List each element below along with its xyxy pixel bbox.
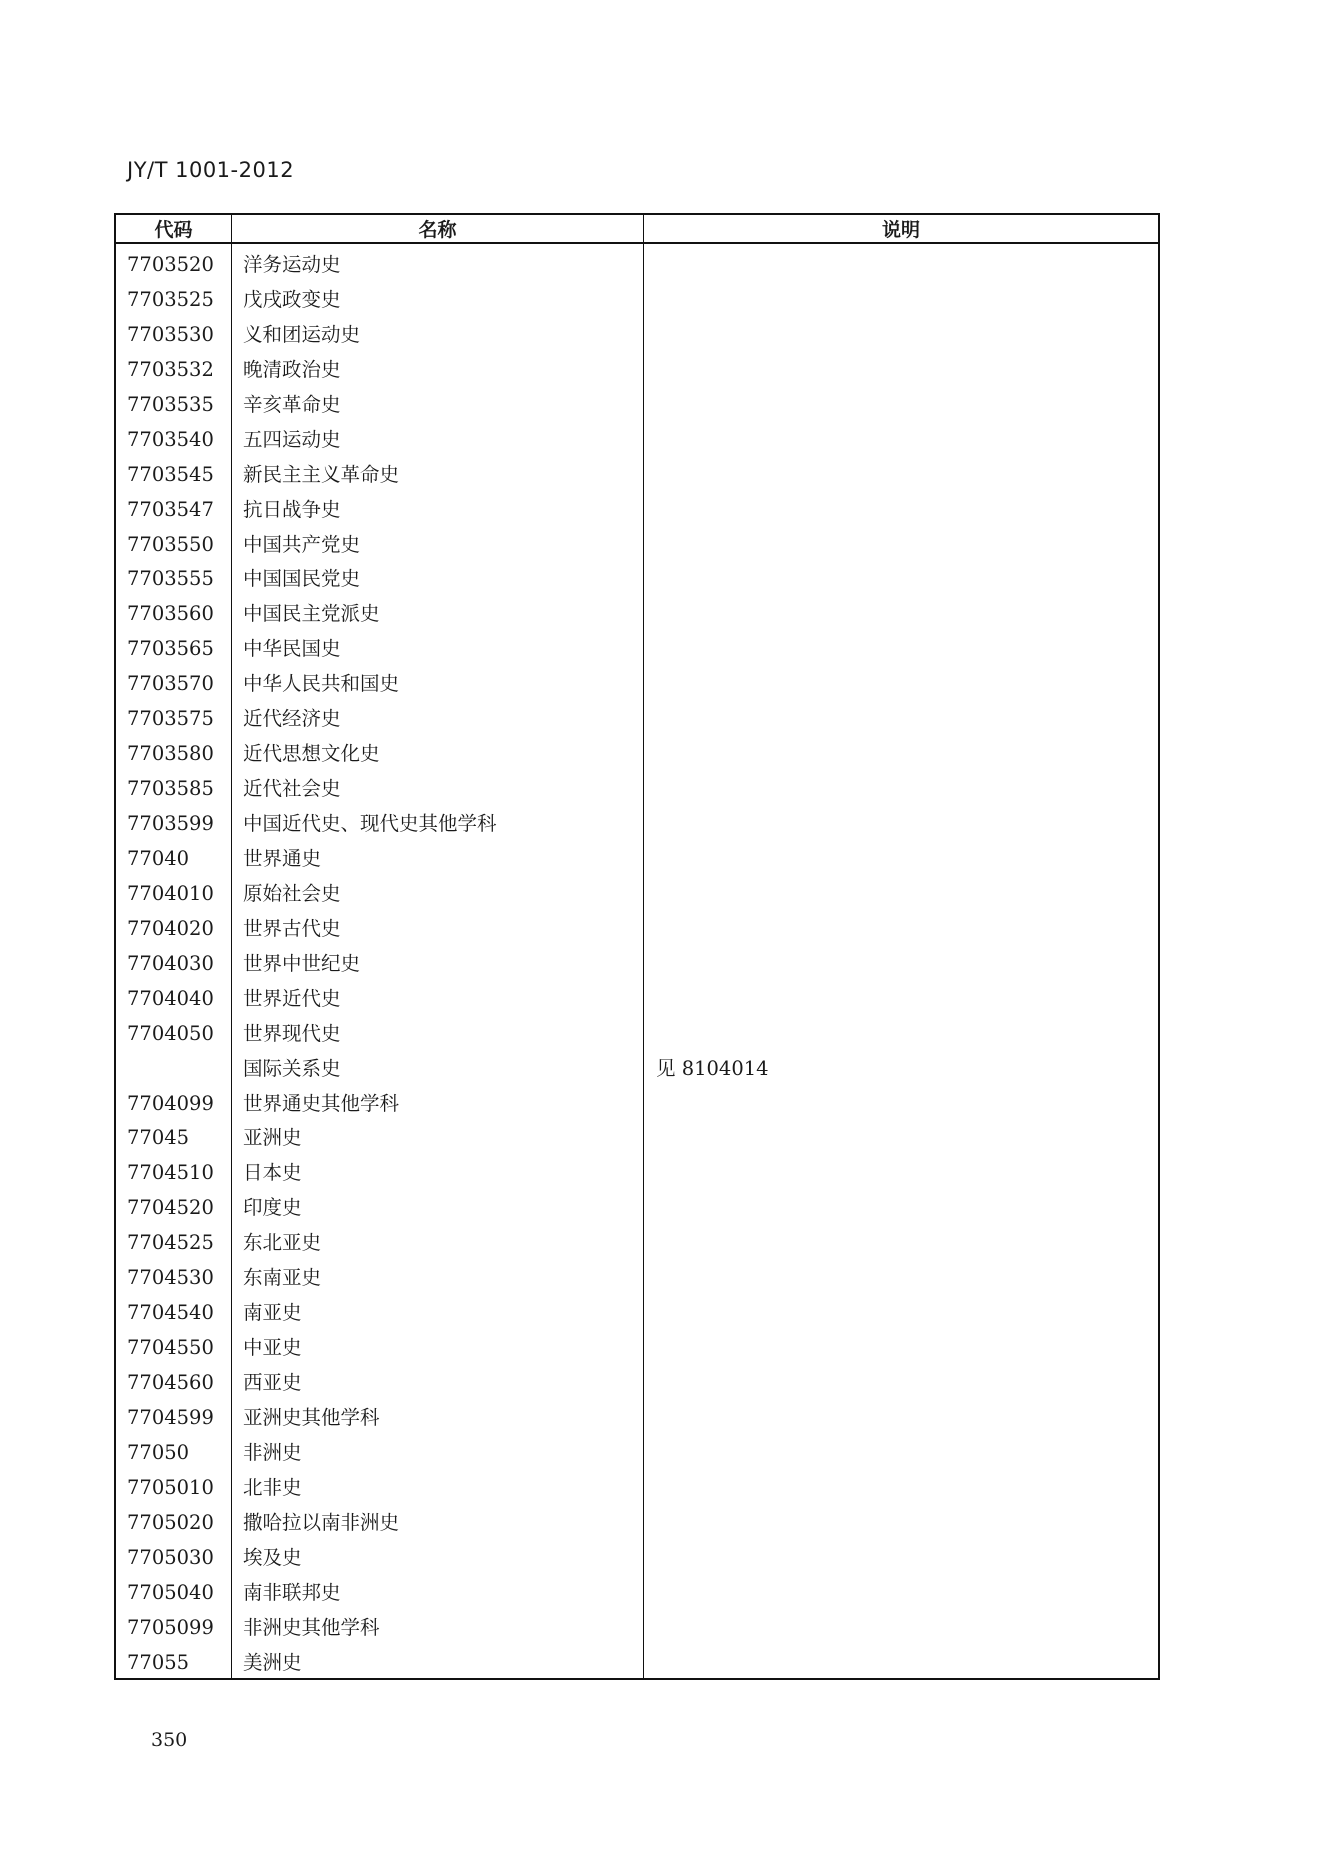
row-note-cell (656, 1191, 1158, 1226)
row-code-cell: 7704540 (127, 1301, 214, 1325)
row-name-cell: 戊戌政变史 (243, 287, 341, 311)
row-note-cell (656, 982, 1158, 1017)
row-name-cell: 五四运动史 (243, 427, 341, 451)
row-code-cell: 7704010 (127, 881, 214, 905)
row-note-cell (656, 1471, 1158, 1506)
row-code-cell: 7703532 (127, 357, 214, 381)
row-name-cell: 中亚史 (243, 1336, 302, 1360)
row-code-cell: 7703550 (127, 532, 214, 556)
row-code-cell: 77045 (127, 1126, 190, 1150)
row-name-cell: 世界通史 (243, 846, 322, 870)
row-code-cell: 7703530 (127, 322, 214, 346)
row-code-cell: 7703560 (127, 602, 214, 626)
row-code-cell: 7703575 (127, 707, 214, 731)
row-code-cell: 7704099 (127, 1091, 214, 1115)
row-note-cell (656, 1331, 1158, 1366)
row-note-cell (656, 912, 1158, 947)
row-name-cell: 世界中世纪史 (243, 951, 361, 975)
row-code-cell (127, 1052, 231, 1087)
row-note-cell (656, 1506, 1158, 1541)
row-name-cell: 近代社会史 (243, 777, 341, 801)
row-code-cell: 7704550 (127, 1336, 214, 1360)
row-code-cell: 7703545 (127, 462, 214, 486)
row-note-cell (656, 1087, 1158, 1122)
page-number: 350 (151, 1729, 188, 1751)
row-name-cell: 非洲史其他学科 (243, 1615, 380, 1639)
row-note-cell (656, 877, 1158, 912)
row-name-cell: 原始社会史 (243, 881, 341, 905)
row-note-cell (656, 248, 1158, 283)
row-code-cell: 7703570 (127, 672, 214, 696)
row-name-cell: 美洲史 (243, 1650, 302, 1674)
row-name-cell: 东南亚史 (243, 1266, 322, 1290)
row-note-cell (656, 283, 1158, 318)
row-name-cell: 中国国民党史 (243, 567, 361, 591)
discipline-code-table (114, 213, 1160, 1680)
column-header-note: 说明 (881, 219, 920, 241)
row-note-cell (656, 353, 1158, 388)
row-note-cell (656, 667, 1158, 702)
row-note-cell (656, 318, 1158, 353)
row-note-cell (656, 632, 1158, 667)
row-note-cell (656, 1646, 1158, 1681)
row-code-cell: 7704020 (127, 916, 214, 940)
row-code-cell: 7704520 (127, 1196, 214, 1220)
standard-code-header: JY/T 1001-2012 (127, 158, 295, 182)
row-note-cell (656, 842, 1158, 877)
row-note-cell (656, 1261, 1158, 1296)
row-name-cell: 西亚史 (243, 1371, 302, 1394)
row-code-cell: 7704040 (127, 986, 214, 1010)
row-name-cell: 中国民主党派史 (243, 602, 380, 626)
row-note-cell (656, 1226, 1158, 1261)
row-note-cell (656, 1017, 1158, 1052)
row-name-cell: 抗日战争史 (243, 497, 341, 521)
row-code-cell: 7703547 (127, 497, 214, 521)
row-note-cell (656, 1121, 1158, 1156)
row-code-cell: 7703535 (127, 392, 214, 416)
row-code-cell: 7704030 (127, 951, 214, 975)
row-name-cell: 南亚史 (243, 1301, 302, 1325)
note-column (644, 244, 1158, 1680)
row-name-cell: 日本史 (243, 1161, 302, 1185)
row-code-cell: 7704050 (127, 1021, 214, 1045)
row-code-cell: 7705099 (127, 1615, 214, 1639)
row-code-cell: 7705030 (127, 1545, 214, 1569)
row-name-cell: 印度史 (243, 1196, 302, 1220)
row-code-cell: 77040 (127, 846, 190, 870)
row-code-cell: 7703585 (127, 777, 214, 801)
row-note-cell (656, 1156, 1158, 1191)
row-note-cell (656, 1436, 1158, 1471)
table-header-row (116, 215, 1158, 244)
row-name-cell: 中华民国史 (243, 637, 341, 661)
row-note-cell (656, 702, 1158, 737)
row-note-cell (656, 528, 1158, 563)
row-code-cell: 7703520 (127, 253, 214, 276)
row-name-cell: 新民主主义革命史 (243, 462, 400, 486)
row-name-cell: 中国近代史、现代史其他学科 (243, 812, 497, 835)
row-code-cell: 7703599 (127, 812, 214, 835)
row-code-cell: 7704599 (127, 1405, 214, 1429)
row-note-cell (656, 388, 1158, 423)
row-name-cell: 非洲史 (243, 1440, 302, 1464)
row-code-cell: 7703525 (127, 287, 214, 311)
row-code-cell: 7704525 (127, 1231, 214, 1255)
column-header-code: 代码 (116, 215, 232, 242)
row-name-cell: 义和团运动史 (243, 322, 361, 346)
row-name-cell: 中国共产党史 (243, 532, 361, 556)
row-note-cell (656, 1541, 1158, 1576)
row-name-cell: 亚洲史其他学科 (243, 1405, 380, 1429)
row-code-cell: 7705020 (127, 1510, 214, 1534)
row-code-cell: 7705010 (127, 1475, 214, 1499)
row-code-cell: 7703565 (127, 637, 214, 661)
row-name-cell: 中华人民共和国史 (243, 672, 400, 696)
row-note-cell (656, 562, 1158, 597)
row-name-cell: 北非史 (243, 1475, 302, 1499)
row-code-cell: 7704510 (127, 1161, 214, 1185)
row-note-cell: 见 8104014 (656, 1056, 769, 1080)
row-note-cell (656, 1366, 1158, 1401)
row-name-cell: 埃及史 (243, 1545, 302, 1569)
row-name-cell: 晚清政治史 (243, 357, 341, 381)
row-name-cell: 世界通史其他学科 (243, 1091, 400, 1115)
code-column (116, 244, 232, 1680)
row-name-cell: 东北亚史 (243, 1231, 322, 1255)
row-name-cell: 近代思想文化史 (243, 742, 380, 766)
row-note-cell (656, 772, 1158, 807)
row-name-cell: 近代经济史 (243, 707, 341, 731)
row-note-cell (656, 493, 1158, 528)
row-name-cell: 撒哈拉以南非洲史 (243, 1510, 400, 1534)
row-name-cell: 亚洲史 (243, 1126, 302, 1150)
row-note-cell (656, 1611, 1158, 1646)
row-code-cell: 7703555 (127, 567, 214, 591)
row-code-cell: 7704530 (127, 1266, 214, 1290)
row-code-cell: 77055 (127, 1650, 190, 1674)
row-note-cell (656, 1401, 1158, 1436)
name-column (232, 244, 644, 1680)
row-name-cell: 世界近代史 (243, 986, 341, 1010)
row-name-cell: 辛亥革命史 (243, 392, 341, 416)
row-note-cell (656, 423, 1158, 458)
table-body (116, 244, 1158, 1680)
row-code-cell: 7704560 (127, 1371, 214, 1394)
row-name-cell: 世界古代史 (243, 916, 341, 940)
row-note-cell (656, 458, 1158, 493)
row-code-cell: 7703580 (127, 742, 214, 766)
column-header-name: 名称 (232, 215, 644, 242)
row-note-cell (656, 947, 1158, 982)
row-code-cell: 7703540 (127, 427, 214, 451)
row-note-cell (656, 597, 1158, 632)
row-code-cell: 7705040 (127, 1580, 214, 1604)
row-name-cell: 世界现代史 (243, 1021, 341, 1045)
row-name-cell: 国际关系史 (243, 1056, 341, 1080)
row-code-cell: 77050 (127, 1440, 190, 1464)
row-name-cell: 南非联邦史 (243, 1580, 341, 1604)
row-note-cell (656, 1576, 1158, 1611)
row-note-cell (656, 737, 1158, 772)
row-note-cell (656, 807, 1158, 842)
row-note-cell (656, 1296, 1158, 1331)
row-name-cell: 洋务运动史 (243, 253, 341, 276)
